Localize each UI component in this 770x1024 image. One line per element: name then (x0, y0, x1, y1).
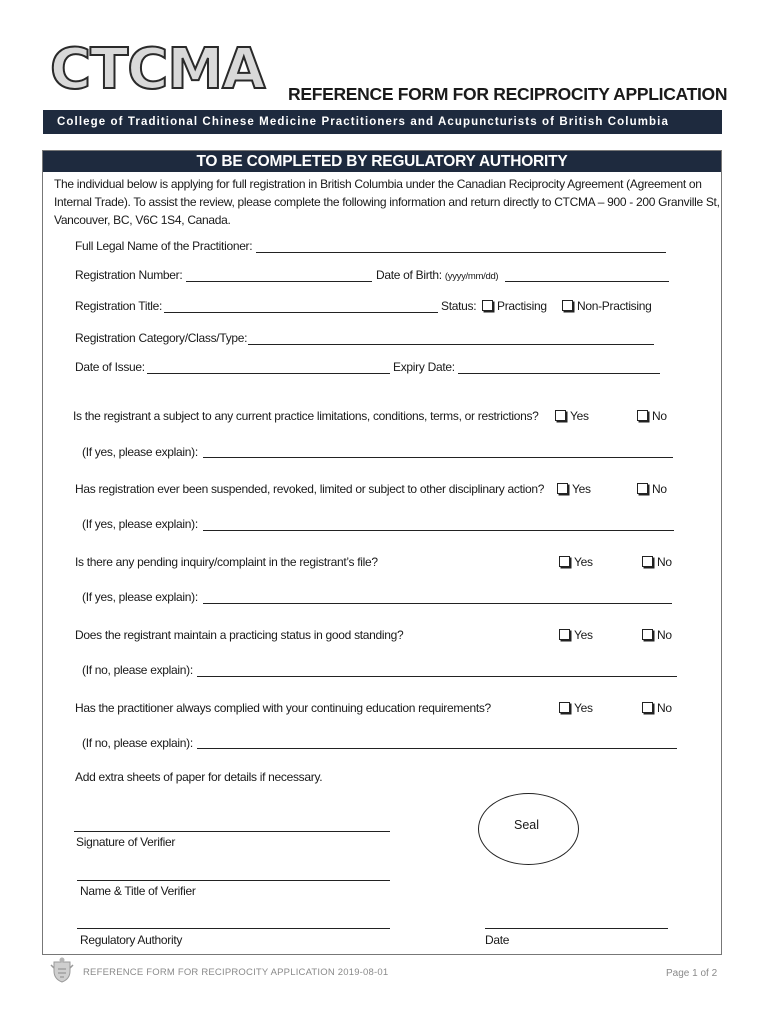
registration-category-field[interactable] (248, 344, 654, 345)
question-3-explain-label: (If yes, please explain): (82, 590, 198, 604)
non-practising-checkbox[interactable]: Non-Practising (562, 299, 652, 313)
checkbox-icon (642, 629, 653, 640)
question-1-yes-checkbox[interactable]: Yes (555, 409, 589, 423)
status-label: Status: (441, 299, 477, 313)
question-4-text: Does the registrant maintain a practicing status in good standing? (75, 628, 404, 642)
question-4-explain-field[interactable] (197, 676, 677, 677)
question-2-text: Has registration ever been suspended, revoked, limited or subject to other disciplinary action? (75, 482, 545, 496)
question-2-explain-field[interactable] (203, 530, 674, 531)
question-4-no-checkbox[interactable]: No (642, 628, 672, 642)
checkbox-icon (559, 629, 570, 640)
question-1-explain-field[interactable] (203, 457, 673, 458)
question-4-explain-label: (If no, please explain): (82, 663, 193, 677)
date-label: Date (485, 933, 510, 947)
registration-number-label: Registration Number: (75, 268, 183, 282)
question-2-explain-label: (If yes, please explain): (82, 517, 198, 531)
intro-paragraph: The individual below is applying for full registration in British Columbia under the Canadian Reciprocity Agreement (Agreement on Internal Trade). To assist the review, please complete the following information and return directly to CTCMA – 900 - 200 Granville St, Vancouver, BC, V6C 1S4, Canada. (54, 177, 720, 227)
question-1-text: Is the registrant a subject to any current practice limitations, conditions, terms, or restrictions? (73, 409, 539, 423)
date-of-birth-label: Date of Birth: (yyyy/mm/dd) (376, 268, 499, 282)
checkbox-icon (559, 556, 570, 567)
footer-form-title: REFERENCE FORM FOR RECIPROCITY APPLICATION 2019-08-01 (83, 967, 389, 978)
college-name-bar: College of Traditional Chinese Medicine Practitioners and Acupuncturists of British Columbia (43, 110, 722, 134)
registration-category-label: Registration Category/Class/Type: (75, 331, 248, 345)
checkbox-icon (482, 300, 493, 311)
page-number: Page 1 of 2 (666, 968, 718, 979)
question-1-explain-label: (If yes, please explain): (82, 445, 198, 459)
question-4-yes-checkbox[interactable]: Yes (559, 628, 593, 642)
question-5-explain-field[interactable] (197, 748, 677, 749)
date-of-birth-field[interactable] (505, 281, 669, 282)
question-3-no-checkbox[interactable]: No (642, 555, 672, 569)
dob-format-hint: (yyyy/mm/dd) (444, 271, 499, 282)
full-name-field[interactable] (256, 252, 666, 253)
checkbox-icon (642, 556, 653, 567)
full-name-label: Full Legal Name of the Practitioner: (75, 239, 253, 253)
question-5-explain-label: (If no, please explain): (82, 736, 193, 750)
ctcma-logo: CTCMA (50, 37, 265, 102)
checkbox-icon (637, 483, 648, 494)
question-5-no-checkbox[interactable]: No (642, 701, 672, 715)
checkbox-icon (557, 483, 568, 494)
expiry-date-label: Expiry Date: (393, 360, 455, 374)
crest-icon (48, 956, 76, 984)
seal-label: Seal (514, 818, 540, 832)
regulatory-authority-label: Regulatory Authority (80, 933, 183, 947)
extra-sheets-note: Add extra sheets of paper for details if necessary. (75, 770, 323, 784)
question-3-explain-field[interactable] (203, 603, 672, 604)
registration-title-label: Registration Title: (75, 299, 163, 313)
section-title: TO BE COMPLETED BY REGULATORY AUTHORITY (43, 151, 721, 172)
document-title: REFERENCE FORM FOR RECIPROCITY APPLICATION (288, 84, 728, 104)
checkbox-icon (642, 702, 653, 713)
expiry-date-field[interactable] (458, 373, 660, 374)
registration-number-field[interactable] (186, 281, 372, 282)
date-of-issue-label: Date of Issue: (75, 360, 145, 374)
checkbox-icon (559, 702, 570, 713)
checkbox-icon (562, 300, 573, 311)
date-of-issue-field[interactable] (147, 373, 390, 374)
name-title-of-verifier-label: Name & Title of Verifier (80, 884, 196, 898)
checkbox-icon (555, 410, 566, 421)
practising-checkbox[interactable]: Practising (482, 299, 547, 313)
question-5-text: Has the practitioner always complied with your continuing education requirements? (75, 701, 491, 715)
question-5-yes-checkbox[interactable]: Yes (559, 701, 593, 715)
signature-of-verifier-field[interactable] (74, 831, 390, 832)
regulatory-authority-field[interactable] (77, 928, 390, 929)
question-3-text: Is there any pending inquiry/complaint in the registrant’s file? (75, 555, 378, 569)
question-2-yes-checkbox[interactable]: Yes (557, 482, 591, 496)
question-3-yes-checkbox[interactable]: Yes (559, 555, 593, 569)
signature-of-verifier-label: Signature of Verifier (76, 835, 176, 849)
question-2-no-checkbox[interactable]: No (637, 482, 667, 496)
question-1-no-checkbox[interactable]: No (637, 409, 667, 423)
registration-title-field[interactable] (164, 312, 438, 313)
date-field[interactable] (485, 928, 668, 929)
name-title-of-verifier-field[interactable] (77, 880, 390, 881)
checkbox-icon (637, 410, 648, 421)
